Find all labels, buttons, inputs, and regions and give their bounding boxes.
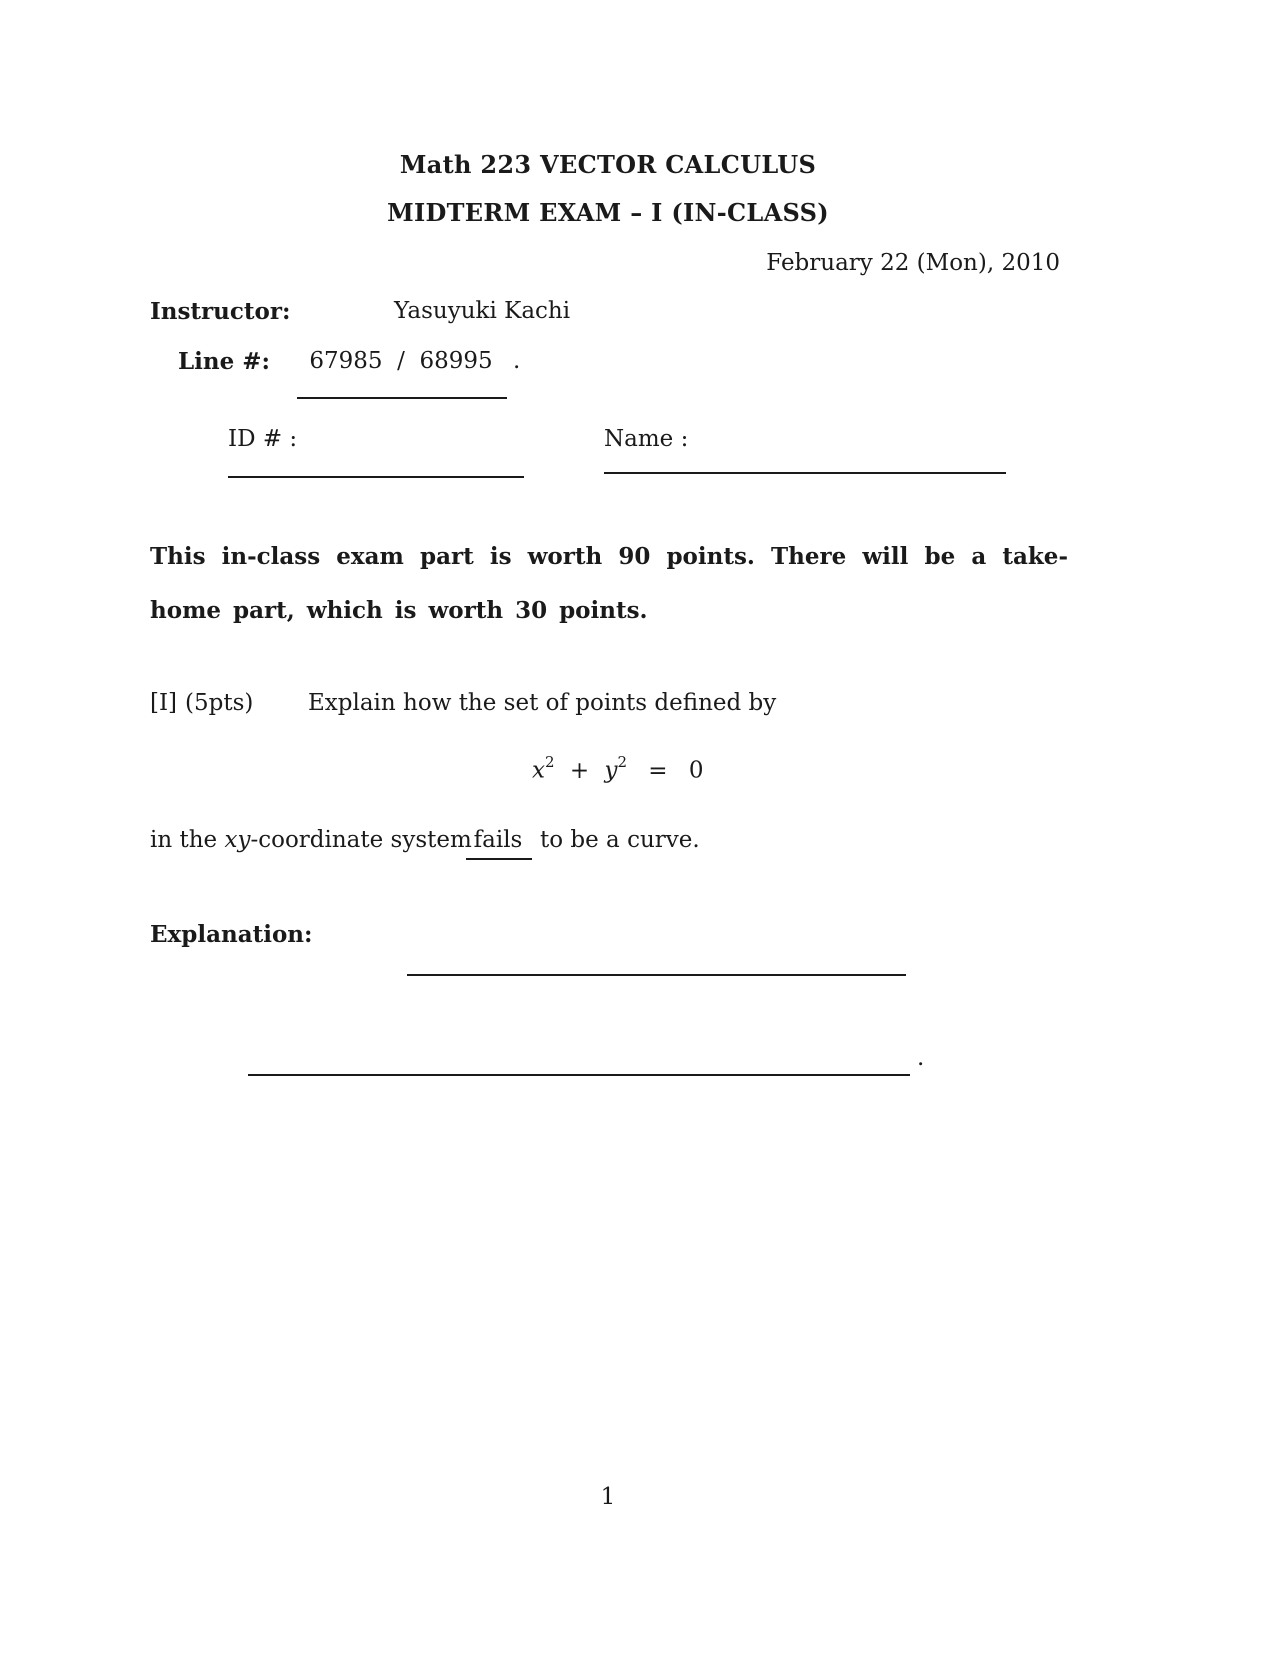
fails-underline: [466, 858, 532, 860]
line-label: Line #:: [178, 348, 271, 375]
problem-points: (5pts): [185, 690, 254, 716]
sentence-start: in the: [150, 827, 218, 853]
problem-sentence: [150, 827, 472, 853]
eq-x: x: [532, 757, 545, 784]
sentence-end: to be a curve.: [540, 827, 700, 853]
sentence-mid: -coordinate system: [250, 827, 472, 853]
explanation-line-1[interactable]: [407, 974, 906, 976]
eq-exp-y: 2: [617, 753, 627, 771]
problem-prompt: Explain how the set of points defined by: [308, 690, 777, 716]
explanation-label: Explanation:: [150, 921, 313, 948]
instructions-paragraph: This in-class exam part is worth 90 points. There will be a take-home part, which is worth 30 points.: [150, 543, 1068, 624]
problem-number: [I]: [150, 690, 178, 716]
instructor-name: Yasuyuki Kachi: [394, 298, 571, 324]
line-number-underline: [297, 397, 507, 399]
eq-plus: +: [569, 757, 590, 784]
eq-rhs: 0: [688, 757, 704, 784]
eq-exp-x: 2: [544, 753, 555, 771]
id-underline: [228, 476, 524, 478]
exam-title: MIDTERM EXAM – I (IN-CLASS): [387, 198, 829, 227]
instructor-label: Instructor:: [150, 298, 291, 325]
name-underline: [604, 472, 1006, 474]
line-trailing-period: .: [513, 348, 521, 374]
fails-word: fails: [473, 827, 523, 853]
eq-equals: =: [648, 757, 668, 784]
explanation-period: .: [917, 1045, 925, 1071]
id-label: ID # :: [228, 426, 298, 452]
name-label: Name :: [604, 426, 689, 452]
equation: [532, 755, 704, 784]
line-number-value: 67985 / 68995: [309, 348, 493, 374]
course-title: Math 223 VECTOR CALCULUS: [399, 150, 817, 179]
sentence-variable: xy: [224, 827, 251, 853]
exam-date: February 22 (Mon), 2010: [766, 250, 1060, 276]
explanation-line-2[interactable]: [248, 1074, 910, 1076]
eq-y: y: [604, 757, 618, 784]
page-number: 1: [600, 1484, 616, 1510]
